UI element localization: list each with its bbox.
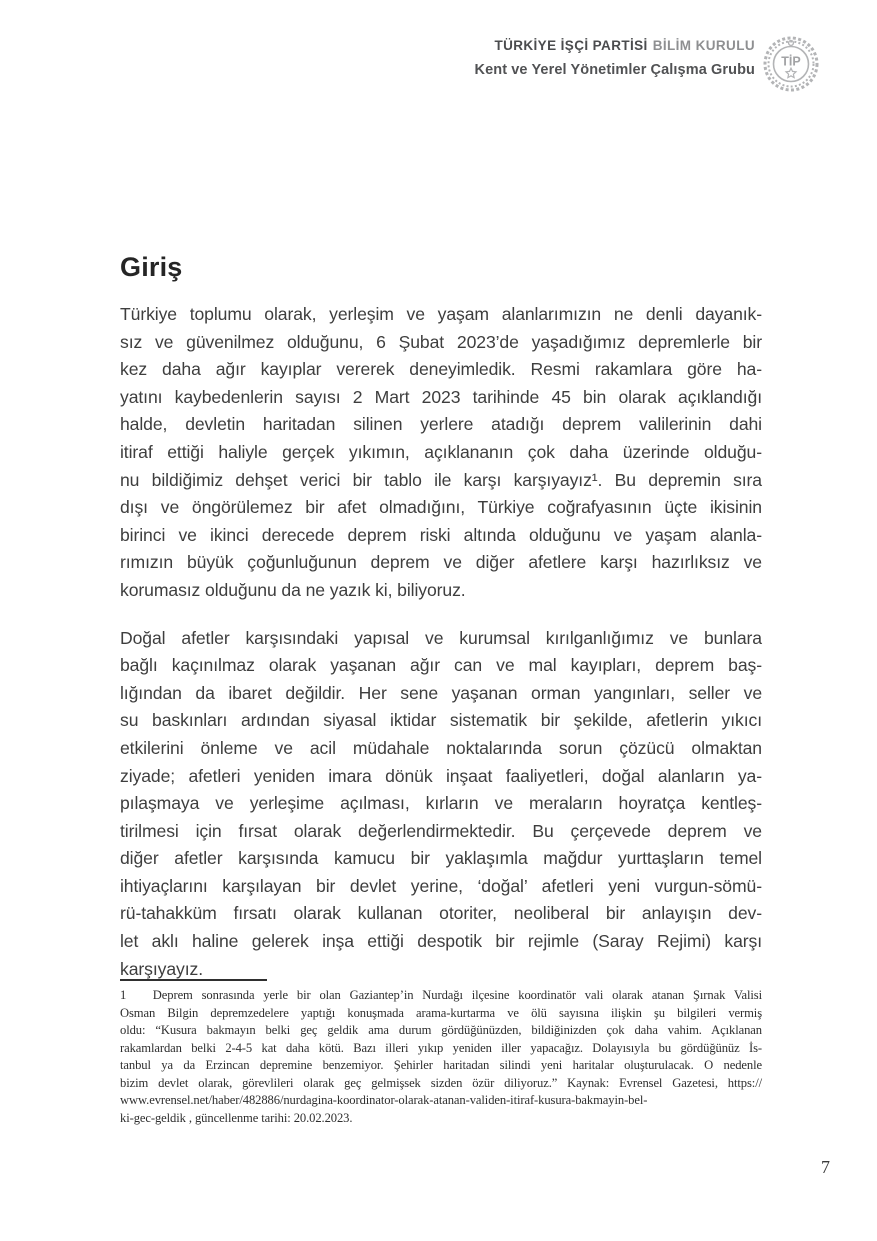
paragraph-line: halde, devletin haritadan silinen yerlere atadığı deprem valilerinin dahi [120,414,762,435]
org-title-primary: TÜRKİYE İŞÇİ PARTİSİ [494,38,648,53]
footnote-line: tanbul ya da Erzincan depremine benzemiyor. Şehirler haritadan silindi yeni haritalar oluşturulacak. O nedenle [120,1058,762,1072]
paragraph-line: korumasız olduğunu da ne yazık ki, biliyoruz. [120,579,466,600]
paragraph-line: rımızın büyük çoğunluğunun deprem ve diğer afetlere karşı hazırlıksız ve [120,552,762,573]
paragraph-line: birinci ve ikinci derecede deprem riski altında olduğunu ve yaşam alanla- [120,524,762,545]
paragraph-line: rü-tahakküm fırsatı olarak kullanan otoriter, neoliberal bir anlayışın dev- [120,903,762,924]
paragraph-line: yatını kaybedenlerin sayısı 2 Mart 2023 tarihinde 45 bin olarak açıklandığı [120,386,762,407]
footnote-line: rakamlardan belki 2-4-5 kat daha kötü. Bazı illeri yıkıp yeniden iller yapacağız. Dolayısıyla bu gördüğünüz İs- [120,1040,762,1055]
paragraph-line: kez daha ağır kayıplar vererek deneyimledik. Resmi rakamlara göre ha- [120,359,762,380]
paragraph-line: lığından da ibaret değildir. Her sene yaşanan orman yangınları, seller ve [120,682,762,703]
section-title: Giriş [120,252,183,282]
body-paragraphs [120,301,762,1003]
page-number: 7 [821,1157,830,1177]
footnote-line: www.evrensel.net/haber/482886/nurdagina-koordinator-olarak-atanan-validen-itiraf-kusura-bakmayin-bel- [120,1093,648,1107]
footnote-line: 1 Deprem sonrasında yerle bir olan Gaziantep’in Nurdağı ilçesine koordinatör vali olarak atanan Şırnak Valisi [120,988,762,1002]
footnote-text [120,987,762,1127]
paragraph-line: etkilerini önleme ve acil müdahale noktalarında sorun çözücü olmaktan [120,737,762,758]
paragraph-line: tirilmesi için fırsat olarak değerlendirmektedir. Bu çerçevede deprem ve [120,820,762,841]
working-group-subtitle: Kent ve Yerel Yönetimler Çalışma Grubu [474,62,755,78]
paragraph-line: pılaşmaya ve yerleşime açılması, kırların ve meraların hoyratça kentleş- [120,793,762,814]
paragraph-line: itiraf ettiği haliyle gerçek yıkımın, açıklananın çok daha üzerinde olduğu- [120,441,762,462]
paragraph-line: let aklı haline gelerek inşa ettiği despotik bir rejimle (Saray Rejimi) karşı [120,931,762,952]
paragraph-line: diğer afetler karşısında kamucu bir yaklaşımla mağdur yurttaşların temel [120,848,762,869]
org-title-secondary: BİLİM KURULU [652,38,755,53]
footnote-line: ki-gec-geldik , güncellenme tarihi: 20.02.2023. [120,1110,353,1125]
org-title [475,38,755,53]
tip-party-logo-icon [762,35,820,93]
footnote-line: oldu: “Kusura bakmayın belki geç geldik ama durum gördüğünüzden, bildiğinizden çok daha vahim. Açıklanan [120,1023,762,1037]
paragraph-line: sız ve güvenilmez olduğunu, 6 Şubat 2023’de yaşadığımız depremlerle bir [120,331,762,352]
paragraph-line: su baskınları ardından siyasal iktidar sistematik bir şekilde, afetlerin yıkıcı [120,710,762,731]
paragraph [120,625,762,984]
paragraph-line: ihtiyaçlarını karşılayan bir devlet yerine, ‘doğal’ afetleri yeni vurgun-sömü- [120,875,762,896]
paragraph-line: Doğal afetler karşısındaki yapısal ve kurumsal kırılganlığımız ve bunlara [120,627,762,648]
logo-text: TİP [781,54,801,69]
paragraph-line: Türkiye toplumu olarak, yerleşim ve yaşam alanlarımızın ne denli dayanık- [120,304,762,324]
paragraph [120,301,762,605]
page-header [475,38,755,78]
paragraph-line: nu bildiğimiz dehşet verici bir tablo ile karşı karşıyayız¹. Bu depremin sıra [120,469,762,490]
footnote-line: Osman Bilgin depremzedelere yaptığı konuşmada arama-kurtarma ve ölü sayısına ilişkin şu bilgileri vermiş [120,1005,762,1020]
paragraph-line: bağlı kaçınılmaz olarak yaşanan ağır can ve mal kayıpları, deprem baş- [120,655,762,676]
paragraph-line: ziyade; afetleri yeniden imara dönük inşaat faaliyetleri, doğal alanların ya- [120,765,762,786]
paragraph-line: dışı ve öngörülemez bir afet olmadığını, Türkiye coğrafyasının üçte ikisinin [120,497,762,518]
footnote-separator [120,979,267,981]
footnote-line: bizim devlet olarak, görevlileri olarak geç gelmişsek sizden özür diliyoruz.” Kaynak: Evrensel Gazetesi, https:// [120,1075,762,1090]
paragraph-line: karşıyayız. [120,958,203,979]
